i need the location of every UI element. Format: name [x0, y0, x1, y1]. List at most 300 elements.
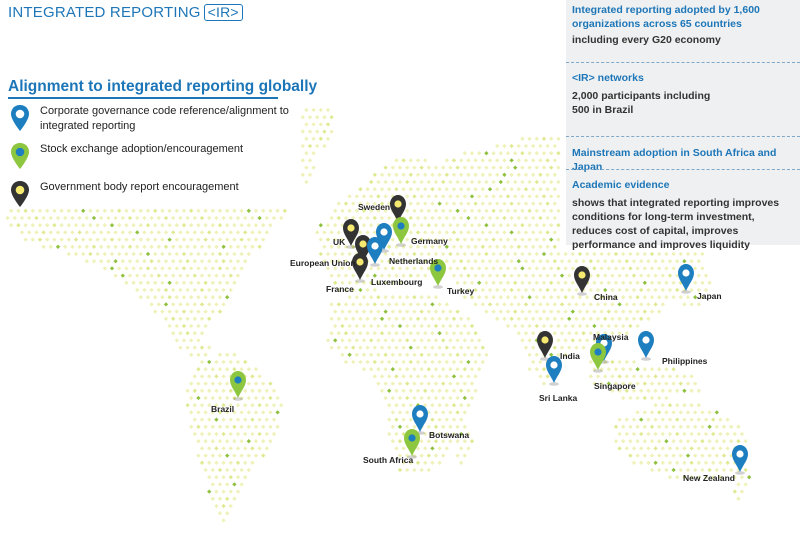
map-dot [632, 432, 636, 436]
map-dot [189, 396, 193, 400]
map-dot [423, 374, 427, 378]
map-dot [452, 417, 456, 421]
map-dot [419, 396, 423, 400]
map-dot [175, 281, 179, 285]
map-dot [455, 281, 459, 285]
map-dot [275, 209, 279, 213]
map-dot [203, 295, 207, 299]
map-dot [250, 432, 254, 436]
map-dot [427, 453, 431, 457]
map-dot [596, 273, 600, 277]
map-dot [207, 489, 211, 493]
map-dot [625, 360, 629, 364]
map-dot [466, 345, 470, 349]
map-dot [542, 266, 546, 270]
map-dot [196, 309, 200, 313]
map-dot [448, 165, 452, 169]
map-dot [445, 417, 449, 421]
map-dot [182, 295, 186, 299]
map-dot [452, 245, 456, 249]
map-dot [9, 209, 13, 213]
map-dot [488, 273, 492, 277]
map-dot [509, 144, 513, 148]
map-dot [221, 461, 225, 465]
map-dot [157, 288, 161, 292]
map-dot [358, 302, 362, 306]
map-dot [459, 201, 463, 205]
map-dot [711, 461, 715, 465]
map-dot [538, 144, 542, 148]
map-dot [131, 281, 135, 285]
map-dot [225, 453, 229, 457]
map-dot [232, 367, 236, 371]
map-dot [200, 317, 204, 321]
pin-germany-icon [393, 217, 409, 247]
map-dot [470, 396, 474, 400]
map-dot [189, 209, 193, 213]
map-dot [441, 252, 445, 256]
map-dot [398, 367, 402, 371]
map-dot [239, 468, 243, 472]
map-dot [650, 367, 654, 371]
map-dot [538, 187, 542, 191]
map-dot [214, 245, 218, 249]
map-dot [535, 266, 539, 270]
map-dot [643, 381, 647, 385]
map-dot [85, 245, 89, 249]
map-dot [380, 360, 384, 364]
map-dot [380, 216, 384, 220]
map-dot [531, 245, 535, 249]
map-dot [506, 266, 510, 270]
map-dot [340, 353, 344, 357]
map-dot [538, 302, 542, 306]
map-dot [725, 417, 729, 421]
map-dot [430, 446, 434, 450]
map-dot [200, 216, 204, 220]
map-dot [535, 194, 539, 198]
map-dot [473, 201, 477, 205]
map-dot [635, 453, 639, 457]
map-dot [146, 295, 150, 299]
map-dot [711, 446, 715, 450]
map-dot [221, 489, 225, 493]
map-dot [20, 216, 24, 220]
map-dot [23, 237, 27, 241]
map-dot [178, 230, 182, 234]
map-dot [110, 209, 114, 213]
map-dot [394, 345, 398, 349]
map-dot [441, 338, 445, 342]
map-dot [650, 295, 654, 299]
map-dot [524, 331, 528, 335]
map-dot [722, 468, 726, 472]
map-dot [218, 281, 222, 285]
map-dot [646, 374, 650, 378]
map-dot [527, 209, 531, 213]
map-dot [103, 209, 107, 213]
map-dot [365, 216, 369, 220]
map-dot [401, 417, 405, 421]
map-dot [430, 187, 434, 191]
map-dot [412, 381, 416, 385]
map-dot [365, 345, 369, 349]
map-dot [553, 216, 557, 220]
map-dot [473, 230, 477, 234]
map-dot [423, 461, 427, 465]
map-dot [239, 482, 243, 486]
map-dot [254, 396, 258, 400]
map-dot [383, 367, 387, 371]
map-dot [524, 273, 528, 277]
map-dot [131, 266, 135, 270]
map-dot [747, 475, 751, 479]
map-dot [491, 281, 495, 285]
map-dot [409, 345, 413, 349]
map-dot [146, 223, 150, 227]
map-dot [52, 209, 56, 213]
map-dot [675, 432, 679, 436]
map-dot [682, 389, 686, 393]
map-dot [272, 432, 276, 436]
map-dot [574, 259, 578, 263]
map-dot [441, 367, 445, 371]
map-dot [254, 453, 258, 457]
map-dot [459, 417, 463, 421]
map-dot [481, 201, 485, 205]
map-dot [135, 288, 139, 292]
map-dot [196, 453, 200, 457]
map-dot [452, 259, 456, 263]
map-dot [517, 187, 521, 191]
map-dot [614, 309, 618, 313]
map-dot [441, 425, 445, 429]
map-dot [347, 324, 351, 328]
map-dot [63, 245, 67, 249]
map-dot [427, 381, 431, 385]
map-dot [484, 309, 488, 313]
map-dot [682, 446, 686, 450]
map-dot [175, 338, 179, 342]
map-dot [661, 259, 665, 263]
map-dot [250, 417, 254, 421]
map-dot [225, 281, 229, 285]
map-dot [639, 417, 643, 421]
map-dot [481, 345, 485, 349]
map-dot [113, 230, 117, 234]
map-dot [340, 209, 344, 213]
map-dot [700, 410, 704, 414]
map-dot [729, 439, 733, 443]
brand-text: INTEGRATED REPORTING [8, 4, 201, 21]
map-dot [675, 417, 679, 421]
map-dot [455, 194, 459, 198]
map-dot [596, 317, 600, 321]
map-dot [254, 425, 258, 429]
map-dot [351, 331, 355, 335]
map-dot [707, 468, 711, 472]
map-dot [265, 216, 269, 220]
map-dot [524, 288, 528, 292]
map-dot [657, 309, 661, 313]
map-dot [463, 453, 467, 457]
map-dot [164, 288, 168, 292]
map-dot [394, 360, 398, 364]
map-dot [664, 410, 668, 414]
map-dot [189, 425, 193, 429]
map-dot [459, 403, 463, 407]
map-dot [502, 173, 506, 177]
map-dot [448, 180, 452, 184]
map-dot [610, 259, 614, 263]
map-dot [412, 209, 416, 213]
map-dot [412, 180, 416, 184]
map-dot [203, 425, 207, 429]
map-dot [164, 245, 168, 249]
map-dot [563, 266, 567, 270]
map-dot [445, 230, 449, 234]
map-dot [218, 497, 222, 501]
map-dot [470, 252, 474, 256]
map-dot [542, 237, 546, 241]
map-dot [621, 281, 625, 285]
map-dot [218, 353, 222, 357]
map-dot [632, 360, 636, 364]
map-dot [693, 425, 697, 429]
map-dot [319, 122, 323, 126]
map-dot [679, 252, 683, 256]
map-dot [232, 281, 236, 285]
pin-label-new-zealand: New Zealand [683, 473, 735, 483]
map-dot [628, 266, 632, 270]
map-dot [88, 223, 92, 227]
map-dot [689, 417, 693, 421]
map-dot [535, 309, 539, 313]
map-dot [200, 389, 204, 393]
map-dot [488, 259, 492, 263]
map-dot [232, 439, 236, 443]
map-dot [412, 165, 416, 169]
map-dot [326, 108, 330, 112]
map-dot [621, 324, 625, 328]
map-dot [88, 237, 92, 241]
map-dot [538, 317, 542, 321]
map-dot [434, 381, 438, 385]
map-dot [189, 324, 193, 328]
ir-logo-mark: <IR> [204, 4, 243, 21]
map-dot [646, 461, 650, 465]
map-dot [671, 453, 675, 457]
map-dot [423, 302, 427, 306]
map-dot [45, 209, 49, 213]
map-dot [459, 230, 463, 234]
map-dot [74, 209, 78, 213]
map-dot [484, 194, 488, 198]
map-dot [189, 381, 193, 385]
map-dot [139, 223, 143, 227]
map-dot [549, 180, 553, 184]
map-dot [218, 511, 222, 515]
map-dot [272, 216, 276, 220]
map-dot [553, 158, 557, 162]
map-dot [571, 324, 575, 328]
map-dot [265, 432, 269, 436]
map-dot [405, 194, 409, 198]
map-dot [218, 425, 222, 429]
map-dot [686, 468, 690, 472]
map-dot [571, 252, 575, 256]
map-dot [261, 381, 265, 385]
map-dot [398, 381, 402, 385]
map-dot [157, 245, 161, 249]
map-dot [236, 432, 240, 436]
map-dot [225, 252, 229, 256]
map-dot [549, 237, 553, 241]
map-dot [416, 302, 420, 306]
map-dot [423, 389, 427, 393]
map-dot [344, 201, 348, 205]
map-dot [207, 461, 211, 465]
map-dot [445, 187, 449, 191]
map-dot [160, 209, 164, 213]
map-dot [445, 173, 449, 177]
map-dot [549, 324, 553, 328]
info-networks [572, 71, 796, 117]
map-dot [621, 367, 625, 371]
map-dot [715, 468, 719, 472]
map-dot [463, 165, 467, 169]
map-dot [254, 209, 258, 213]
map-dot [441, 396, 445, 400]
map-dot [481, 259, 485, 263]
map-dot [725, 446, 729, 450]
map-dot [373, 317, 377, 321]
map-dot [211, 209, 215, 213]
map-dot [585, 295, 589, 299]
map-dot [254, 381, 258, 385]
map-dot [380, 317, 384, 321]
map-dot [437, 446, 441, 450]
map-dot [617, 417, 621, 421]
map-dot [171, 230, 175, 234]
map-dot [401, 374, 405, 378]
map-dot [632, 302, 636, 306]
map-dot [621, 309, 625, 313]
map-dot [149, 230, 153, 234]
pin-dark-icon [10, 180, 30, 208]
info-adoption-heading: Integrated reporting adopted by 1,600 organizations across 65 countries [572, 4, 760, 30]
map-dot [448, 237, 452, 241]
map-dot [257, 389, 261, 393]
map-dot [452, 403, 456, 407]
map-dot [542, 223, 546, 227]
map-dot [423, 331, 427, 335]
legend-label-governance: Corporate governance code reference/alignment to integrated reporting [40, 105, 289, 132]
map-dot [549, 151, 553, 155]
map-dot [549, 194, 553, 198]
map-dot [527, 353, 531, 357]
map-dot [394, 331, 398, 335]
map-dot [506, 295, 510, 299]
map-dot [513, 252, 517, 256]
map-dot [149, 288, 153, 292]
map-dot [135, 245, 139, 249]
map-dot [401, 317, 405, 321]
map-dot [203, 252, 207, 256]
map-dot [448, 309, 452, 313]
map-dot [700, 453, 704, 457]
map-dot [423, 345, 427, 349]
map-dot [81, 237, 85, 241]
map-dot [427, 309, 431, 313]
map-dot [200, 230, 204, 234]
map-dot [729, 425, 733, 429]
map-dot [398, 353, 402, 357]
map-dot [185, 216, 189, 220]
map-dot [643, 439, 647, 443]
map-dot [185, 317, 189, 321]
map-dot [423, 158, 427, 162]
map-dot [189, 353, 193, 357]
map-dot [448, 338, 452, 342]
map-dot [452, 374, 456, 378]
map-dot [229, 461, 233, 465]
map-dot [265, 403, 269, 407]
map-dot [481, 273, 485, 277]
map-dot [452, 273, 456, 277]
map-dot [387, 345, 391, 349]
map-dot [351, 317, 355, 321]
map-dot [337, 317, 341, 321]
map-dot [175, 266, 179, 270]
map-dot [589, 302, 593, 306]
map-dot [722, 439, 726, 443]
map-dot [499, 252, 503, 256]
map-dot [610, 302, 614, 306]
map-dot [243, 259, 247, 263]
map-dot [506, 237, 510, 241]
map-dot [506, 281, 510, 285]
pin-label-turkey: Turkey [447, 286, 475, 296]
map-dot [549, 266, 553, 270]
map-dot [358, 216, 362, 220]
map-dot [247, 209, 251, 213]
map-dot [193, 259, 197, 263]
map-dot [358, 187, 362, 191]
map-dot [203, 281, 207, 285]
map-dot [196, 353, 200, 357]
map-dot [682, 259, 686, 263]
map-dot [466, 216, 470, 220]
map-dot [563, 338, 567, 342]
map-dot [193, 403, 197, 407]
map-dot [383, 338, 387, 342]
map-dot [31, 237, 35, 241]
map-dot [477, 237, 481, 241]
map-dot [488, 187, 492, 191]
map-dot [491, 295, 495, 299]
map-dot [419, 194, 423, 198]
map-dot [56, 216, 60, 220]
map-dot [592, 309, 596, 313]
map-dot [405, 381, 409, 385]
map-dot [671, 425, 675, 429]
map-dot [607, 309, 611, 313]
map-dot [196, 237, 200, 241]
map-dot [715, 453, 719, 457]
map-dot [704, 417, 708, 421]
map-dot [635, 324, 639, 328]
